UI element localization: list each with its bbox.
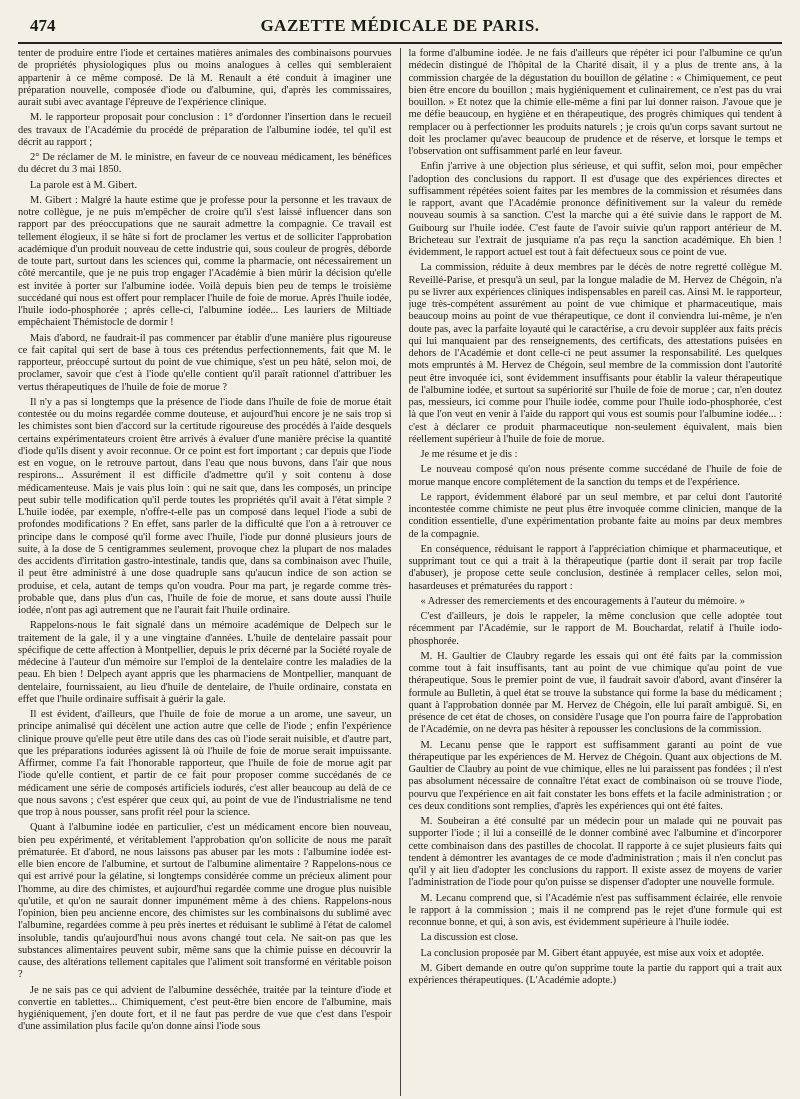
paragraph: En conséquence, réduisant le rapport à l'appréciation chimique et pharmaceutique, et supprimant tout ce qui a trait à la thérapeutique (partie dont il serait par trop facile d'abuser), je propose cette seule conclusion, destinée à remplacer celles, selon moi, hasardeuses et prématurées du rapport : [408, 543, 783, 592]
text-columns [18, 48, 782, 1096]
paragraph: Il est évident, d'ailleurs, que l'huile de foie de morue a un arome, une saveur, un principe animalisé qui décèlent une action autre que celle de l'iode ; enfin l'expérience clinique prouve qu'elle peut être utile dans des cas où l'iode serait nuisible, et d'autre part, que les préparations iodurées agissent là où l'huile de foie de morue serait impuissante. Affirmer, comme l'a fait l'honorable rapporteur, que l'huile de foie de morue agit par l'iode qu'elle contient, et partir de ce fait pour proposer comme succédanés de ce médicament une série de composés artificiels iodurés, c'est aller beaucoup au delà de ce que nous savons ; c'est espérer que ceux qui, au point de vue de l'industrialisme ne tend que trop à nous pousser, sans profit réel pour la science. [18, 709, 392, 818]
paragraph: Enfin j'arrive à une objection plus sérieuse, et qui suffit, selon moi, pour empêcher l'adoption des conclusions du rapport. Il est d'usage que des expériences directes et suffisamment répétées soient faites par les membres de la commission et résumées dans le rapport, avant que l'Académie prononce définitivement sur la valeur du remède nouveau soumis à sa sanction. C'est la marche qui a été suivie dans le rapport de M. Guibourg sur l'huile iodée. C'est faute de l'avoir suivie qu'un rapport antérieur de M. Bricheteau sur l'extrait de jusquiame n'a pas reçu la sanction académique. Eh bien ! évidemment, le rapport actuel est tout à fait défectueux sous ce point de vue. [408, 161, 783, 258]
paragraph: C'est d'ailleurs, je dois le rappeler, la même conclusion que celle adoptée tout récemment par l'Académie, sur le rapport de M. Bouchardat, relatif à l'huile iodo-phosphorée. [408, 611, 783, 647]
paragraph: La discussion est close. [420, 932, 519, 944]
left-column [18, 48, 392, 1096]
paragraph: « Adresser des remerciements et des encouragements à l'auteur du mémoire. » [420, 595, 745, 607]
paragraph: Quant à l'albumine iodée en particulier, c'est un médicament encore bien nouveau, bien peu expérimenté, et véritablement l'approbation qu'on sollicite de nous me paraît prématurée. Et d'abord, ne nous laissons pas abuser par les mots : l'albumine iodée est-elle bien encore de l'albumine, et surtout de l'albumine alimentaire ? Rappelons-nous ce qui est arrivé pour la gélatine, si longtemps considérée comme un précieux aliment pour l'homme, au dire des chimistes, et aujourd'hui regardée comme une drogue plus nuisible qu'utile, et qu'on ne saurait donner impunément même à des chiens. Rappelons-nous l'opinion, bien peu ancienne encore, des chimistes sur les combinaisons du sublimé avec l'albumine, regardées comme à peu près inertes et réduisant le sublimé à l'état de calomel insoluble, tandis qu'aujourd'hui nous avons changé tout cela. Ne sait-on pas que les substances alimentaires peuvent subir, même sans que la chimie puisse en découvrir la cause, des altérations tellement capitales que l'aliment soit transformé en véritable poison ? [18, 822, 392, 981]
right-column [409, 48, 783, 1096]
page-number: 474 [30, 16, 56, 35]
paragraph: la forme d'albumine iodée. Je ne fais d'ailleurs que répéter ici pour l'albumine ce qu'un médecin distingué de l'hôpital de la Charité disait, il y a plus de trente ans, à la commission chargée de la dégustation du bouillon de gélatine : « Chimiquement, ce peut bien être encore du bouillon ; mais hygiéniquement et culinairement, ce n'est pas du vrai bouillon. » Et notez que la chimie elle-même a fini par lui donner raison. J'avoue que je me défie beaucoup, en hygiène et en thérapeutique, des progrès chimiques qui tendent à remplacer ou à perfectionner les produits naturels ; je crois qu'un corps savant surtout ne doit les proclamer qu'avec beaucoup de prudence et de réserve, et lorsque le temps et l'observation ont suffisamment parlé en leur faveur. [408, 48, 783, 157]
paragraph: Mais d'abord, ne faudrait-il pas commencer par établir d'une manière plus rigoureuse ce fait capital qui sert de base à tous ces prétendus perfectionnements, fait que M. le rapporteur, préoccupé surtout du point de vue chimique, s'est un peu hâté, selon moi, de proclamer, savoir que c'est à l'iode qu'elle contient qu'il paraît rationnel d'attribuer les vertus thérapeutiques de l'huile de foie de morue ? [18, 332, 392, 393]
paragraph: Je me résume et je dis : [420, 449, 518, 460]
paragraph: Le rapport, évidemment élaboré par un seul membre, et par celui dont l'autorité incontestée comme chimiste ne peut plus être invoquée comme clinicien, manque de la condition essentielle, d'une expérimentation probante faite au moins par deux membres de la compagnie. [408, 491, 783, 540]
paragraph: tenter de produire entre l'iode et certaines matières animales des combinaisons pourvues de propriétés physiologiques plus ou moins analogues à celles qui sembleraient appartenir à ce même composé. De là M. Renault a été conduit à imaginer une préparation nouvelle, composée d'iode ou d'albumine, qui, d'après les commissaires, aurait subi avec avantage l'épreuve de l'expérience clinique. [18, 48, 392, 108]
paragraph: Je ne sais pas ce qui advient de l'albumine desséchée, traitée par la teinture d'iode et convertie en tablettes... Chimiquement, c'est peut-être bien encore de l'albumine, mais hygiéniquement, j'en doute fort, et il ne faut pas perdre de vue que c'est dans l'espoir d'une assimilation plus facile qu'on donne ainsi l'iode sous [18, 984, 392, 1033]
paragraph: La commission, réduite à deux membres par le décès de notre regretté collègue M. Reveillé-Parise, et presqu'à un seul, par la longue maladie de M. Hervez de Chégoin, n'a pu se livrer aux expériences cliniques indispensables en pareil cas. Ainsi M. le rapporteur, juge très-compétent assurément au point de vue chimique et pharmaceutique, mais beaucoup moins au point de vue thérapeutique, ce dont il conviendra lui-même, je n'en doute pas, avec la parfaite loyauté qui le caractérise, a cru devoir suppléer aux faits précis qui lui manquaient par des renseignements, des certificats, des attestations puisées en dehors de l'Académie et dont celle-ci ne peut assumer la responsabilité. Les quelques mots empruntés à M. Hervez de Chégoin, seul membre de la commission dont l'autorité peut être invoquée ici, sont évidemment insuffisants pour établir la valeur thérapeutique de l'albumine iodée, et surtout sa supériorité sur l'huile de foie de morue ; car, n'en doutez pas, messieurs, ici comme pour l'huile iodée, comme pour l'huile iodo-phosphorée, c'est là que l'on veut en venir à l'aide du rapport qui vous est soumis pour l'albumine iodée... : c'est à déclarer ce produit pharmaceutique non-seulement équivalent, mais bien réellement supérieur à l'huile de foie de morue. [408, 262, 783, 445]
paragraph: M. H. Gaultier de Claubry regarde les essais qui ont été faits par la commission comme tout à fait insuffisants, tant au point de vue chimique qu'au point de vue thérapeutique. Sous le premier point de vue, il faudrait savoir d'abord, avant d'insérer la formule au Bulletin, à quel état se trouve la substance qui forme la base du médicament ; quant à l'approbation donnée par M. Hervez de Chégoin, elle lui paraît ambiguë. Si, en présence de cet état de choses, on considère l'usage que l'on pourra faire de l'approbation de l'Académie, on ne devra pas hésiter à repousser les conclusions de la commission. [408, 650, 783, 736]
page-header [18, 14, 782, 40]
paragraph: La conclusion proposée par M. Gibert étant appuyée, est mise aux voix et adoptée. [420, 947, 764, 959]
paragraph: M. Lecanu pense que le rapport est suffisamment garanti au point de vue thérapeutique par les expériences de M. Hervez de Chégoin. Quant aux objections de M. Gaultier de Claubry au point de vue chimique, elles ne lui paraissent pas fondées ; il n'est pas absolument nécessaire de connaître l'état exact de combinaison où se trouve l'iode, pourvu que l'expérience en ait fait constater les bons effets et la facile administration ; or ces deux conditions sont remplies, d'après les expériences qui ont été faites. [408, 739, 783, 812]
header-rule [18, 42, 782, 44]
paragraph: La parole est à M. Gibert. [30, 179, 138, 191]
paragraph: M. le rapporteur proposait pour conclusion : 1° d'ordonner l'insertion dans le recueil des travaux de l'Académie du procédé de préparation de l'albumine iodée, tel qu'il est décrit au rapport ; [18, 112, 392, 148]
paragraph: M. Soubeiran a été consulté par un médecin pour un malade qui ne pouvait pas supporter l'iode ; il lui a conseillé de le donner combiné avec l'albumine et d'incorporer cette combinaison dans des pastilles de chocolat. Il rapporte à ce sujet plusieurs faits qui tendent à démontrer les avantages de ce mode d'administration ; mais il n'en conclut pas qu'il y ait lieu d'adopter les conclusions du rapport. Il existe assez de moyens de varier l'administration de l'iode pour qu'on puisse se dispenser d'adopter une nouvelle formule. [408, 816, 783, 889]
paragraph: Il n'y a pas si longtemps que la présence de l'iode dans l'huile de foie de morue était contestée ou du moins regardée comme douteuse, et aujourd'hui encore je ne sais trop si les chimistes sont bien d'accord sur la certitude rigoureuse des procédés à l'aide desquels certains expérimentateurs croient être arrivés à évaluer d'une manière précise la quantité d'iode qu'ils disent y avoir reconnue. Or ce point est fort important ; car depuis que l'iode est en vogue, on le retrouve partout, dans l'eau que nous buvons, dans l'air que nous respirons... Assurément il est difficile d'admettre qu'il y soit contenu à dose médicamenteuse. Mais je vais plus loin : qui ne sait que, dans les composés, un principe peut subir telle modification qu'il perde toutes les propriétés qu'il avait à l'état simple ? L'huile iodée, par exemple, n'offre-t-elle pas un composé dans lequel l'iode a subi de profondes modifications ? En effet, sans parler de la difficulté que l'on a à retrouver ce principe dans le composé qu'il forme avec l'huile, l'iode pur donné plusieurs jours de suite, à la dose de 5 centigrammes seulement, provoque chez la plupart de nos malades des accidents d'irritation gastro-intestinale, tandis que, dans sa combinaison avec l'huile, il peut être administré à une dose quadruple sans qu'aucun indice de son action se produise, et cela, autant de temps qu'on voudra. Pour ma part, je regarde comme très-probable que, dans plus d'un cas, l'huile de foie de morue, et sans doute aussi l'huile iodée, n'ont pas agi autrement que ne l'aurait fait l'huile ordinaire. [18, 396, 392, 616]
paragraph: M. Lecanu comprend que, si l'Académie n'est pas suffisamment éclairée, elle renvoie le rapport à la commission ; mais il ne comprend pas le rejet d'une formule qui est reconnue bonne, et qui, à son avis, est évidemment supérieure à l'huile iodée. [408, 892, 783, 928]
paragraph: 2° De réclamer de M. le ministre, en faveur de ce nouveau médicament, les bénéfices du décret du 3 mai 1850. [18, 152, 392, 176]
journal-title: GAZETTE MÉDICALE DE PARIS. [260, 16, 540, 35]
column-divider [400, 48, 401, 1096]
paragraph: M. Gibert demande en outre qu'on supprime toute la partie du rapport qui a trait aux expériences thérapeutiques. (L'Académie adopte.) [408, 962, 783, 986]
paragraph: M. Gibert : Malgré la haute estime que je professe pour la personne et les travaux de notre collègue, je ne puis m'empêcher de croire qu'il s'est laissé influencer dans son rapport par des préoccupations que ne saurait admettre la compagnie. Ce travail est tellement élogieux, il se hâte si fort de proclamer les vertus et de solliciter l'approbation académique d'un produit nouveau de cette industrie qui, sous couleur de progrès, déborde de toute part, surtout dans les sciences qui, comme la pharmacie, ont nécessairement un côté mercantile, que je ne puis trop engager l'Académie à bien mûrir la décision qu'elle est invitée à porter sur l'albumine iodée. Voilà depuis bien peu de temps le troisième succédané qui nous est offert pour remplacer l'huile de foie de morue. Après l'huile iodée, l'huile iodo-phosphorée ; après celle-ci, l'albumine iodée... Les lauriers de Miltiade empêchaient Thémistocle de dormir ! [18, 194, 392, 329]
paragraph: Rappelons-nous le fait signalé dans un mémoire académique de Delpech sur le traitement de la gale, il y a une vingtaine d'années. L'huile de dentelaire passait pour spécifique de cette affection à Montpellier, depuis le prix décerné par la Société royale de médecine à l'auteur d'un mémoire sur l'emploi de la dentelaire contre les maladies de la peau. Eh bien ! Delpech ayant appris que les pharmaciens de Montpellier, manquant de dentelaire, fournissaient, au lieu d'huile de dentelaire, de l'huile ordinaire, constata en effet que l'huile ordinaire suffisait à guérir la gale. [18, 620, 392, 705]
paragraph: Le nouveau composé qu'on nous présente comme succédané de l'huile de foie de morue manque encore complétement de la sanction du temps et de l'expérience. [408, 464, 783, 488]
